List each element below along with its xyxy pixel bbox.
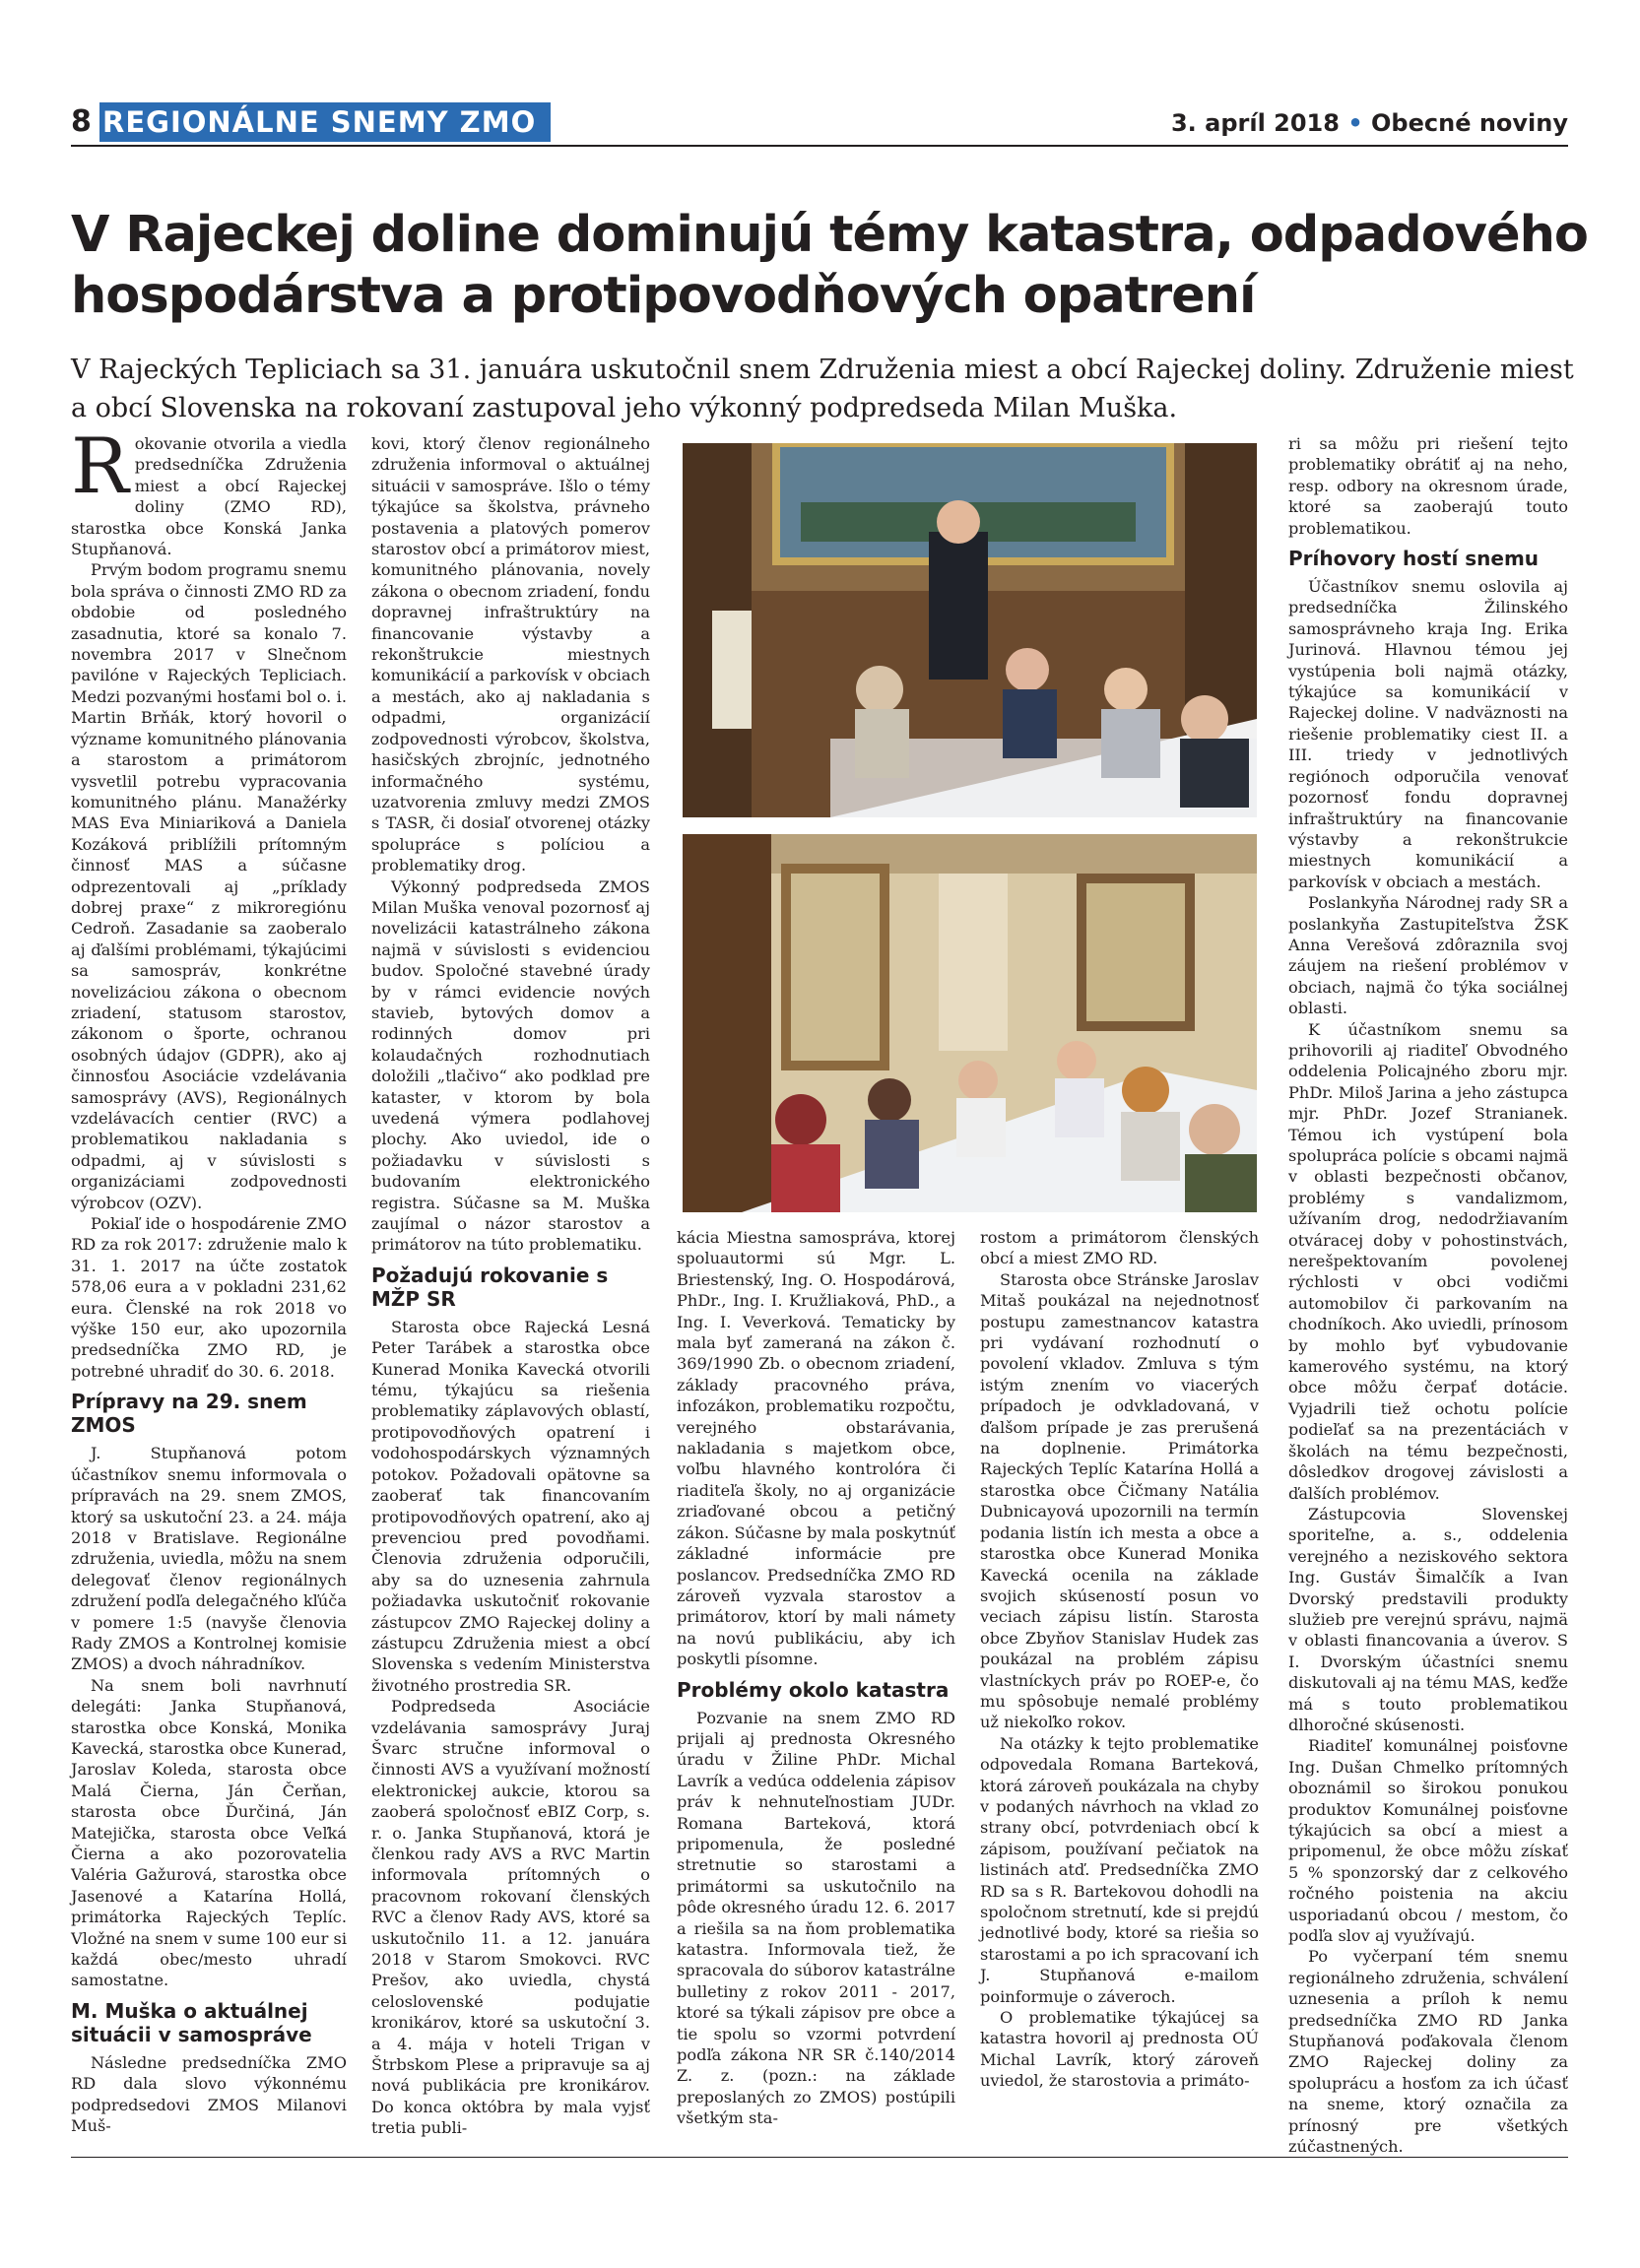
col4-paragraph-2: Starosta obce Stránske Jaroslav Mitaš poukázal na nejednotnosť postupu zamestnancov katastra pri vydávaní rozhodnutí o povolení vkladov. Zmluva s tým istým znením vo viacerých prípadoch je odvkladovaná, v ďalšom prípade je zas prerušená na doplnenie. Primátorka Rajeckých Teplíc Katarína Hollá a starostka obce Čičmany Natália Dubnicayová upozornili na termín podania listín ich mesta a obce a starostka obce Kunerad Monika Kavecká ocenila na základe svojich skúseností posun vo veciach zápisu listín. Starosta obce Zbyňov Stanislav Hudek zas poukázal na problém zápisu vlastníckych práv po ROEP-e, čo mu spôsobuje nemalé problémy už niekoľko rokov. bbox=[980, 1269, 1259, 1732]
col5-paragraph-3: Poslankyňa Národnej rady SR a poslankyňa Zastupiteľstva ŽSK Anna Verešová zdôraznila svoj záujem na riešení problémov v obciach, najmä čo týka sociálnej oblasti. bbox=[1288, 893, 1568, 1018]
issue-date: 3. apríl 2018 bbox=[1170, 109, 1340, 137]
col4-paragraph-3: Na otázky k tejto problematike odpovedala Romana Barteková, ktorá zároveň poukázala na chyby v podaných návrhoch na vklad zo strany obcí, potvrdeniach obcí k zápisom, používaní pečiatok na listinách atď. Predsedníčka ZMO RD sa s R. Bartekovou dohodli na spoločnom stretnutí, kde si prejdú jednotlivé body, ktoré sa riešia so starostami a po ich spracovaní ich J. Stupňanová e-mailom poinformuje o záveroch. bbox=[980, 1733, 1259, 2006]
header-rule bbox=[71, 145, 1568, 147]
drop-cap: R bbox=[71, 422, 129, 511]
lead-line-1: V Rajeckých Tepliciach sa 31. januára uskutočnil snem Združenia miest a obcí Rajeckej doliny. Združenie miest bbox=[71, 355, 1574, 385]
col5-paragraph-5: Zástupcovia Slovenskej sporiteľne, a. s., oddelenia verejného a neziskového sektora Ing. Gustáv Šimalčík a Ivan Dvorský predstavili produkty služieb pre verejnú správu, najmä v oblasti financovania a úverov. S I. Dvorským účastníci snemu diskutovali aj na tému MAS, keďže má s touto problematikou dlhoročné skúsenosti. bbox=[1288, 1504, 1568, 1734]
col1-paragraph-5: Na snem boli navrhnutí delegáti: Janka Stupňanová, starostka obce Konská, Monika Kavecká, starostka obce Kunerad, Jaroslav Koleda, starosta obce Malá Čierna, Ján Čerňan, starosta obce Ďurčiná, Ján Matejička, starosta obce Veľká Čierna a ako pozorovatelia Valéria Gažurová, starostka obce Jasenové a Katarína Hollá, primátorka Rajeckých Teplíc. Vložné na snem v sume 100 eur si každá obec/mesto uhradí samostatne. bbox=[71, 1675, 347, 1990]
lead-paragraph bbox=[71, 351, 1574, 427]
col1-p1-text: okovanie otvorila a viedla predsedníčka Združenia miest a obcí Rajeckej doliny (ZMO RD), starostka obce Konská Janka Stupňanová. bbox=[71, 434, 347, 559]
section-label: REGIONÁLNE SNEMY ZMO bbox=[102, 105, 537, 139]
col1-paragraph-6: Následne predsedníčka ZMO RD dala slovo výkonnému podpredsedovi ZMOS Milanovi Muš- bbox=[71, 2052, 347, 2136]
separator-dot: • bbox=[1347, 109, 1363, 137]
col5-paragraph-2: Účastníkov snemu oslovila aj predsedníčka Žilinského samosprávneho kraja Ing. Erika Jurinová. Hlavnou témou jej vystúpenia boli najmä otázky, týkajúce sa komunikácií v Rajeckej doline. V nadväznosti na riešenie problematiky ciest II. a III. triedy v jednotlivých regiónoch odporučila venovať pozornosť fondu dopravnej infraštruktúry na financovanie výstavby a rekonštrukcie miestnych komunikácií a parkovísk v obciach a mestách. bbox=[1288, 577, 1568, 891]
col5-paragraph-7: Po vyčerpaní tém snemu regionálneho združenia, schválení uznesenia a príloh k nemu predsedníčka ZMO RD Janka Stupňanová poďakovala členom ZMO Rajeckej doliny za spoluprácu a hosťom za ich účasť na sneme, ktorý označila za prínosný pre všetkých zúčastnených. bbox=[1288, 1947, 1568, 2157]
col5-paragraph-1: ri sa môžu pri riešení tejto problematiky obrátiť aj na neho, resp. odbory na okresnom úrade, ktoré sa zaoberajú touto problematikou. bbox=[1288, 434, 1568, 538]
publication-name: Obecné noviny bbox=[1371, 109, 1568, 137]
header-date-line bbox=[1171, 108, 1568, 138]
col4-paragraph-1: rostom a primátorom členských obcí a miest ZMO RD. bbox=[980, 1228, 1259, 1268]
photo-participants-at-table bbox=[683, 834, 1257, 1212]
col2-paragraph-2: Výkonný podpredseda ZMOS Milan Muška venoval pozornosť aj novelizácii katastrálneho zákona najmä v súvislosti s evidenciou budov. Spoločné stavebné úrady by v rámci evidencie nových stavieb, bytových domov a rodinných domov pri kolaudačných rozhodnutiach doložili „tlačivo“ ako podklad pre kataster, v ktorom by bola uvedená výmera podlahovej plochy. Ako uviedol, ide o požiadavku v súvislosti s budovaním elektronického registra. Súčasne sa M. Muška zaujímal o názor starostov a primátorov na túto problematiku. bbox=[371, 876, 650, 1255]
column-1 bbox=[71, 422, 347, 2136]
headline bbox=[71, 205, 1588, 327]
col3-paragraph-1: kácia Miestna samospráva, ktorej spoluautormi sú Mgr. L. Briestenský, Ing. O. Hospodárová, PhDr., Ing. I. Kružliaková, PhD., a Ing. I. Veverková. Tematicky by mala byť zameraná na zákon č. 369/1990 Zb. o obecnom zriadení, základy pracovného práva, infozákon, problematiku rozpočtu, verejného obstarávania, nakladania s majetkom obce, voľbu hlavného kontrolóra či riaditeľa školy, no aj organizácie zriaďované obcou a petičný zákon. Súčasne by mala poskytnúť základné informácie pre poslancov. Predsedníčka ZMO RD zároveň vyzvala starostov a primátorov, ktorí by mali námety na novú publikáciu, aby ich poskytli písomne. bbox=[677, 1228, 955, 1669]
headline-line-2: hospodárstva a protipovodňových opatrení bbox=[71, 267, 1256, 325]
page-number: 8 bbox=[71, 104, 92, 139]
col1-paragraph-1 bbox=[71, 422, 347, 559]
col4-paragraph-4: O problematike týkajúcej sa katastra hovoril aj prednosta OÚ Michal Lavrík, ktorý zároveň uviedol, že starostovia a primáto- bbox=[980, 2008, 1259, 2091]
headline-line-1: V Rajeckej doline dominujú témy katastra, odpadového bbox=[71, 206, 1588, 264]
col5-paragraph-6: Riaditeľ komunálnej poisťovne Ing. Dušan Chmelko prítomných oboznámil so širokou ponukou produktov Komunálnej poisťovne týkajúcich sa obcí a miest a pripomenul, že obce môžu získať 5 % sponzorský dar z celkového ročného poistenia na akciu usporiadanú obcou / mestom, čo podľa slov aj využívajú. bbox=[1288, 1736, 1568, 1946]
subheading-prihovory: Príhovory hostí snemu bbox=[1288, 547, 1540, 571]
col3-paragraph-2: Pozvanie na snem ZMO RD prijali aj prednosta Okresného úradu v Žiline PhDr. Michal Lavrík a vedúca oddelenia zápisov práv k nehnuteľnostiam JUDr. Romana Barteková, ktorá pripomenula, že posledné stretnutie so starostami a primátormi sa uskutočnilo na pôde okresného úradu 12. 6. 2017 a riešila sa na ňom problematika katastra. Informovala tiež, že spracovala do súborov katastrálne bulletiny z rokov 2011 - 2017, ktoré sa týkali zápisov pre obce a tie spolu so vzormi potvrdení podľa zákona NR SR č.140/2014 Z. z. (pozn.: na základe preposlaných zo ZMOS) postúpili všetkým sta- bbox=[677, 1708, 955, 2128]
col5-paragraph-4: K účastníkom snemu sa prihovorili aj riaditeľ Obvodného oddelenia Policajného zboru mjr. PhDr. Miloš Jarina a jeho zástupca mjr. PhDr. Jozef Stranianek. Témou ich vystúpení bola spolupráca polície s obcami najmä v oblasti bezpečnosti občanov, problémy s vandalizmom, užívaním drog, nedodržiavaním otváracej doby v pohostinstvách, nerešpektovaním povolenej rýchlosti v obci vodičmi automobilov či parkovaním na chodníkoch. Ako uviedli, prínosom by mohlo byť vybudovanie kamerového systému, na ktorý obce môžu čerpať dotácie. Vyjadrili tiež ochotu polície podieľať sa na prezentáciách v školách na tému bezpečnosti, dôsledkov drogovej závislosti a ďalších problémov. bbox=[1288, 1019, 1568, 1503]
subheading-mzp: Požadujú rokovanie s MŽP SR bbox=[371, 1263, 609, 1311]
subheading-kataster: Problémy okolo katastra bbox=[677, 1677, 950, 1702]
photo-speaker-at-meeting bbox=[683, 443, 1257, 817]
lead-line-2: a obcí Slovenska na rokovaní zastupoval jeho výkonný podpredseda Milan Muška. bbox=[71, 393, 1178, 423]
subheading-pripravy: Prípravy na 29. snem ZMOS bbox=[71, 1390, 307, 1438]
column-3 bbox=[677, 1227, 955, 2129]
column-5 bbox=[1288, 433, 1568, 2158]
col2-paragraph-1: kovi, ktorý členov regionálneho združenia informoval o aktuálnej situácii v samospráve. Išlo o témy týkajúce sa školstva, právneho postavenia a platových pomerov starostov obcí a primátorov miest, komunitného plánovania, novely zákona o obecnom zriadení, fondu dopravnej infraštruktúry na financovanie výstavby a rekonštrukcie miestnych komunikácií a parkovísk v obciach a mestách, ako aj nakladania s odpadmi, organizácií zodpovednosti výrobcov, školstva, hasičských zbrojníc, jednotného informačného systému, uzatvorenia zmluvy medzi ZMOS s TASR, či dosiaľ otvorenej otázky spolupráce s políciou a problematiky drog. bbox=[371, 434, 650, 875]
col1-paragraph-2: Prvým bodom programu snemu bola správa o činnosti ZMO RD za obdobie od posledného zasadnutia, ktoré sa konalo 7. novembra 2017 v Slnečnom pavilóne v Rajeckých Tepliciach. Medzi pozvanými hosťami bol o. i. Martin Brňák, ktorý hovoril o význame komunitného plánovania a starostom a primátorom vysvetlil potrebu vypracovania komunitného plánu. Manažérky MAS Eva Miniariková a Daniela Kozáková priblížili prítomným činnosť MAS a súčasne odprezentovali aj „príklady dobrej praxe“ z mikroregiónu Cedroň. Zasadanie sa zaoberalo aj ďalšími problémami, týkajúcimi sa samospráv, konkrétne novelizáciou zákona o obecnom zriadení, statusom starostov, zákonom o športe, ochranou osobných údajov (GDPR), ako aj činnosťou Asociácie vzdelávania samosprávy (AVS), Regionálnych vzdelávacích centier (RVC) a problematikou nakladania s odpadmi, aj v súvislosti s organizáciami zodpovednosti výrobcov (OZV). bbox=[71, 560, 347, 1212]
column-4 bbox=[980, 1227, 1259, 2092]
bottom-rule bbox=[71, 2157, 1568, 2158]
column-2 bbox=[371, 433, 650, 2139]
col1-paragraph-4: J. Stupňanová potom účastníkov snemu informovala o prípravách na 29. snem ZMOS, ktorý sa uskutoční 23. a 24. mája 2018 v Bratislave. Regionálne združenia, uviedla, môžu na snem delegovať členov regionálnych združení podľa delegačného kľúča v pomere 1:5 (navyše členovia Rady ZMOS a Kontrolnej komisie ZMOS) a dvoch náhradníkov. bbox=[71, 1444, 347, 1674]
col2-paragraph-3: Starosta obce Rajecká Lesná Peter Tarábek a starostka obce Kunerad Monika Kavecká otvorili tému, týkajúcu sa riešenia problematiky záplavových oblastí, protipovodňových opatrení i vodohospodárskych významných potokov. Požadovali opätovne sa zaoberať tak financovaním protipovodňových opatrení, ako aj prevenciou pred povodňami. Členovia združenia odporučili, aby sa do uznesenia zahrnula požiadavka uskutočniť rokovanie zástupcov ZMO Rajeckej doliny a zástupcu Združenia miest a obcí Slovenska s vedením Ministerstva životného prostredia SR. bbox=[371, 1317, 650, 1695]
col1-paragraph-3: Pokiaľ ide o hospodárenie ZMO RD za rok 2017: združenie malo k 31. 1. 2017 na účte zostatok 578,06 eura a v pokladni 231,62 eura. Členské na rok 2018 vo výške 150 eur, ako upozornila predsedníčka ZMO RD, je potrebné uhradiť do 30. 6. 2018. bbox=[71, 1214, 347, 1381]
subheading-muska: M. Muška o aktuálnej situácii v samospráve bbox=[71, 1998, 312, 2046]
col2-paragraph-4: Podpredseda Asociácie vzdelávania samosprávy Juraj Švarc stručne informoval o činnosti AVS a využívaní možností elektronickej aukcie, ktorou sa zaoberá spoločnosť eBIZ Corp, s. r. o. Janka Stupňanová, ktorá je členkou rady AVS a RVC Martin informovala prítomných o pracovnom rokovaní členských RVC a členov Rady AVS, ktoré sa uskutočnilo 11. a 12. januára 2018 v Starom Smokovci. RVC Prešov, ako uviedla, chystá celoslovenské podujatie kronikárov, ktoré sa uskutoční 3. a 4. mája v hoteli Trigan v Štrbskom Plese a pripravuje sa aj nová publikácia pre kronikárov. Do konca októbra by mala vyjsť tretia publi- bbox=[371, 1697, 650, 2138]
